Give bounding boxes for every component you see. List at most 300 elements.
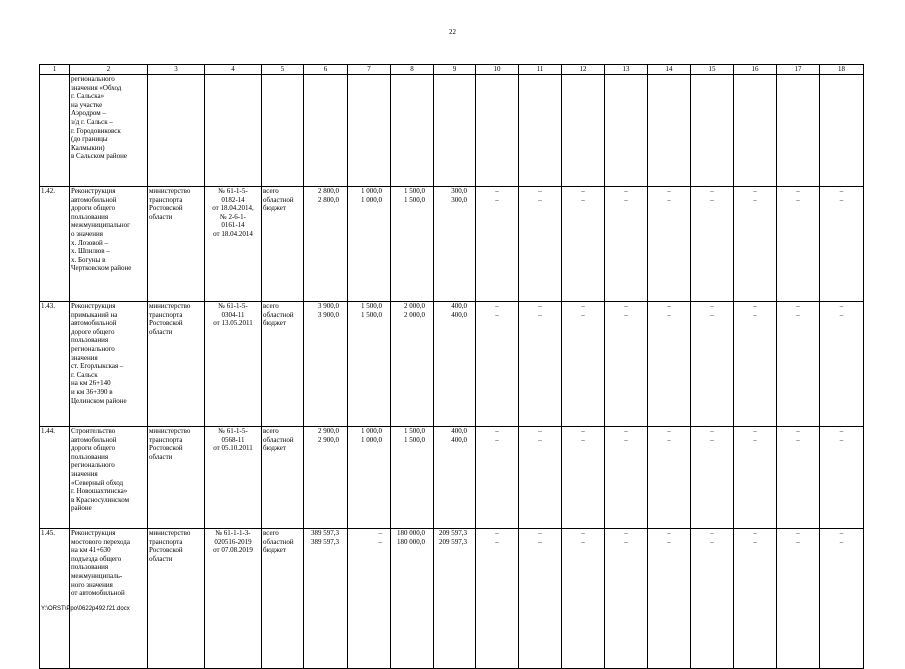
dash-cell-line: – (710, 435, 714, 444)
continuation-name-cell-line: Калмыкии) (71, 143, 105, 152)
amount-cell-c8 (391, 529, 434, 669)
dash-cell-line: – (495, 310, 499, 319)
documents-cell (205, 187, 262, 302)
dash-cell-line: – (581, 187, 585, 195)
event-name-cell-line: регионального (71, 461, 115, 470)
event-name-cell-line: от автомобильной (71, 589, 125, 598)
dash-cell (820, 529, 864, 669)
event-name-cell-line: ного значения (71, 580, 113, 589)
row-number-cell: 1.45. (40, 529, 70, 669)
event-name-cell-line: пользования (71, 563, 109, 572)
funding-source-cell-line: областной (263, 537, 294, 546)
dash-cell-line: – (581, 195, 585, 204)
event-name-cell-line: г. Новошахтинска» (71, 487, 128, 496)
dash-cell-line: – (624, 302, 628, 310)
documents-cell-line: 0304-11 (221, 310, 245, 319)
amount-cell-c7-line: 1 000,0 (361, 195, 382, 204)
dash-cell (777, 302, 820, 427)
documents-cell-line: № 61-1-1-3- (215, 529, 251, 537)
event-name-cell-line: и км 36+390 в (71, 387, 113, 396)
dash-cell-line: – (495, 302, 499, 310)
empty-cell (691, 75, 734, 187)
event-name-cell-line: автомобильной (71, 195, 117, 204)
empty-cell (262, 75, 304, 187)
dash-cell (734, 529, 777, 669)
continuation-name-cell-line: г. Городовиковск (71, 126, 121, 135)
dash-cell (476, 529, 519, 669)
continuation-name-cell-line: на участке (71, 100, 103, 109)
dash-cell (476, 302, 519, 427)
column-number-14: 14 (648, 65, 691, 75)
amount-cell-c9-line: 400,0 (451, 302, 467, 310)
dash-cell (734, 187, 777, 302)
funding-source-cell-line: всего (263, 187, 279, 195)
dash-cell-line: – (538, 537, 542, 546)
amount-cell-c6-line: 389 597,3 (311, 529, 339, 537)
empty-cell (205, 75, 262, 187)
dash-cell-line: – (495, 435, 499, 444)
column-number-1: 1 (40, 65, 70, 75)
empty-cell (820, 75, 864, 187)
funding-source-cell-line: областной (263, 435, 294, 444)
dash-cell-line: – (495, 529, 499, 537)
dash-cell (562, 427, 605, 529)
dash-cell-line: – (839, 537, 844, 546)
amount-cell-c8-line: 180 000,0 (397, 529, 425, 537)
event-name-cell-line: пользования (71, 452, 109, 461)
dash-cell (648, 427, 691, 529)
amount-cell-c6-line: 389 597,3 (311, 537, 339, 546)
column-number-18: 18 (820, 65, 864, 75)
empty-cell (391, 75, 434, 187)
dash-cell-line: – (796, 310, 800, 319)
amount-cell-c7 (348, 187, 391, 302)
dash-cell-line: – (624, 529, 628, 537)
empty-cell (476, 75, 519, 187)
agency-cell-line: области (149, 212, 173, 221)
column-number-17: 17 (777, 65, 820, 75)
dash-cell-line: – (667, 537, 671, 546)
dash-cell-line: – (624, 195, 628, 204)
amount-cell-c6-line: 3 900,0 (318, 302, 339, 310)
file-path-footer: Y:\ORST\Ppo\0622p492.f21.docx (41, 606, 130, 612)
event-name-cell-line: х. Богуны в (71, 255, 106, 264)
column-number-4: 4 (205, 65, 262, 75)
amount-cell-c9-line: 209 597,3 (439, 529, 467, 537)
dash-cell-line: – (710, 187, 714, 195)
dash-cell-line: – (796, 427, 800, 435)
funding-source-cell (262, 427, 304, 529)
dash-cell-line: – (538, 187, 542, 195)
funding-source-cell-line: бюджет (263, 319, 286, 328)
page-number: 22 (449, 28, 456, 36)
agency-cell-line: транспорта (149, 195, 183, 204)
agency-cell (148, 427, 205, 529)
dash-cell (820, 302, 864, 427)
dash-cell-line: – (796, 302, 800, 310)
column-number-8: 8 (391, 65, 434, 75)
event-name-cell-line: районе (71, 504, 92, 513)
dash-cell (519, 187, 562, 302)
event-name-cell-line: «Северный обход (71, 478, 124, 487)
row-number-cell: 1.44. (40, 427, 70, 529)
dash-cell-line: – (581, 529, 585, 537)
dash-cell-line: – (839, 435, 844, 444)
event-name-cell-line: мостового перехода (71, 537, 130, 546)
dash-cell-line: – (581, 537, 585, 546)
agency-cell-line: области (149, 327, 173, 336)
dash-cell (734, 427, 777, 529)
funding-source-cell (262, 187, 304, 302)
amount-cell-c7-line: 1 500,0 (361, 302, 382, 310)
agency-cell-line: Ростовской (149, 546, 183, 555)
event-name-cell-line: Чертковском районе (71, 264, 132, 273)
event-name-cell-line: межмуниципаль- (71, 571, 123, 580)
row-number-cell: 1.43. (40, 302, 70, 427)
amount-cell-c7 (348, 529, 391, 669)
amount-cell-c9 (434, 187, 476, 302)
funding-source-cell-line: всего (263, 302, 279, 310)
column-number-2: 2 (70, 65, 148, 75)
funding-source-cell-line: бюджет (263, 204, 286, 213)
table-row (40, 427, 864, 529)
amount-cell-c6 (304, 302, 348, 427)
agency-cell (148, 302, 205, 427)
dash-cell (519, 302, 562, 427)
event-name-cell-line: Реконструкция (71, 187, 116, 195)
dash-cell-line: – (753, 187, 757, 195)
amount-cell-c9 (434, 302, 476, 427)
event-name-cell-line: регионального (71, 344, 115, 353)
dash-cell (476, 427, 519, 529)
agency-cell (148, 529, 205, 669)
dash-cell-line: – (538, 529, 542, 537)
agency-cell-line: министерство (149, 529, 191, 537)
dash-cell (648, 529, 691, 669)
documents-cell-line: № 61-1-5- (218, 302, 248, 310)
amount-cell-c8-line: 1 500,0 (404, 195, 425, 204)
table-row (40, 187, 864, 302)
dash-cell-line: – (667, 195, 671, 204)
documents-cell (205, 529, 262, 669)
empty-cell (519, 75, 562, 187)
continuation-name-cell-line: Аэродром – (71, 109, 106, 118)
event-name-cell-line: дороги общего (71, 204, 116, 213)
funding-source-cell-line: бюджет (263, 546, 286, 555)
documents-cell-line: от 05.10.2011 (213, 444, 253, 453)
agency-cell-line: Ростовской (149, 204, 183, 213)
dash-cell-line: – (753, 195, 757, 204)
continuation-name-cell-line: г. Сальска» (71, 92, 105, 101)
event-name-cell-line: дороге общего (71, 327, 115, 336)
amount-cell-c9-line: 400,0 (451, 427, 467, 435)
event-name-cell-line: х. Шпилюв – (71, 247, 110, 256)
dash-cell-line: – (538, 427, 542, 435)
dash-cell (476, 187, 519, 302)
dash-cell-line: – (796, 195, 800, 204)
dash-cell-line: – (839, 302, 844, 310)
dash-cell-line: – (667, 302, 671, 310)
table-row (40, 302, 864, 427)
funding-source-cell-line: всего (263, 427, 279, 435)
dash-cell (605, 427, 648, 529)
dash-cell (648, 302, 691, 427)
dash-cell-line: – (796, 537, 800, 546)
column-number-12: 12 (562, 65, 605, 75)
amount-cell-c9-line: 300,0 (451, 187, 467, 195)
dash-cell-line: – (624, 310, 628, 319)
dash-cell (691, 187, 734, 302)
empty-cell (777, 75, 820, 187)
documents-cell-line: от 13.05.2011 (213, 319, 253, 328)
agency-cell-line: Ростовской (149, 444, 183, 453)
agency-cell-line: транспорта (149, 435, 183, 444)
continuation-name-cell-line: (до границы (71, 135, 108, 144)
column-number-7: 7 (348, 65, 391, 75)
agency-cell-line: министерство (149, 187, 191, 195)
event-name-cell-line: г. Сальск (71, 370, 98, 379)
agency-cell-line: министерство (149, 302, 191, 310)
funding-source-cell-line: бюджет (263, 444, 286, 453)
amount-cell-c6 (304, 427, 348, 529)
dash-cell-line: – (581, 435, 585, 444)
empty-cell (734, 75, 777, 187)
dash-cell-line: – (667, 187, 671, 195)
empty-cell (648, 75, 691, 187)
dash-cell (605, 529, 648, 669)
funding-source-cell (262, 529, 304, 669)
dash-cell (777, 529, 820, 669)
dash-cell-line: – (710, 302, 714, 310)
column-number-13: 13 (605, 65, 648, 75)
dash-cell-line: – (581, 310, 585, 319)
empty-cell (348, 75, 391, 187)
dash-cell-line: – (495, 195, 499, 204)
event-name-cell (70, 529, 148, 669)
amount-cell-c9-line: 300,0 (451, 195, 467, 204)
dash-cell-line: – (710, 310, 714, 319)
column-number-3: 3 (148, 65, 205, 75)
dash-cell (820, 187, 864, 302)
event-name-cell (70, 427, 148, 529)
dash-cell-line: – (753, 302, 757, 310)
dash-cell (648, 187, 691, 302)
dash-cell-line: – (667, 310, 671, 319)
amount-cell-c7-line: – (378, 529, 382, 537)
empty-cell (605, 75, 648, 187)
dash-cell-line: – (796, 529, 800, 537)
table-row (40, 529, 864, 669)
event-name-cell-line: Целинском районе (71, 396, 127, 405)
agency-cell-line: области (149, 554, 173, 563)
funding-source-cell-line: всего (263, 529, 279, 537)
table-row-continuation (40, 75, 864, 187)
dash-cell-line: – (667, 435, 671, 444)
amount-cell-c8-line: 1 500,0 (404, 435, 425, 444)
dash-cell (605, 187, 648, 302)
amount-cell-c8-line: 2 000,0 (404, 302, 425, 310)
dash-cell-line: – (581, 427, 585, 435)
dash-cell (691, 302, 734, 427)
event-name-cell-line: значения (71, 469, 98, 478)
amount-cell-c8 (391, 187, 434, 302)
amount-cell-c8-line: 2 000,0 (404, 310, 425, 319)
event-name-cell-line: автомобильной (71, 435, 117, 444)
documents-cell-line: № 61-1-5- (218, 187, 248, 195)
dash-cell-line: – (753, 537, 757, 546)
column-number-11: 11 (519, 65, 562, 75)
dash-cell-line: – (796, 435, 800, 444)
agency-cell-line: транспорта (149, 310, 183, 319)
funding-source-cell-line: областной (263, 195, 294, 204)
continuation-name-cell (70, 75, 148, 187)
dash-cell-line: – (538, 302, 542, 310)
event-name-cell-line: Реконструкция (71, 529, 116, 537)
dash-cell-line: – (839, 310, 844, 319)
dash-cell (562, 187, 605, 302)
dash-cell-line: – (839, 427, 844, 435)
documents-cell-line: от 07.08.2019 (213, 546, 253, 555)
event-name-cell-line: пользования (71, 336, 109, 345)
program-table (39, 64, 864, 669)
dash-cell-line: – (624, 435, 628, 444)
program-table-sheet (39, 64, 843, 600)
amount-cell-c6-line: 2 800,0 (318, 195, 339, 204)
funding-source-cell (262, 302, 304, 427)
dash-cell (691, 427, 734, 529)
column-number-10: 10 (476, 65, 519, 75)
amount-cell-c6-line: 2 900,0 (318, 427, 339, 435)
funding-source-cell-line: областной (263, 310, 294, 319)
dash-cell-line: – (753, 310, 757, 319)
dash-cell (820, 427, 864, 529)
amount-cell-c6 (304, 187, 348, 302)
dash-cell-line: – (624, 187, 628, 195)
documents-cell-line: № 61-1-5- (218, 427, 248, 435)
dash-cell-line: – (624, 427, 628, 435)
amount-cell-c8-line: 1 500,0 (404, 427, 425, 435)
column-number-row (40, 65, 864, 75)
dash-cell-line: – (624, 537, 628, 546)
dash-cell-line: – (581, 302, 585, 310)
documents-cell-line: 020516-2019 (214, 537, 252, 546)
dash-cell-line: – (710, 195, 714, 204)
event-name-cell-line: ст. Егорлыкская – (71, 362, 124, 371)
dash-cell (734, 302, 777, 427)
empty-cell (304, 75, 348, 187)
event-name-cell-line: примыканий на (71, 310, 118, 319)
dash-cell-line: – (495, 427, 499, 435)
agency-cell-line: транспорта (149, 537, 183, 546)
dash-cell-line: – (495, 537, 499, 546)
dash-cell-line: – (538, 310, 542, 319)
dash-cell-line: – (495, 187, 499, 195)
dash-cell (605, 302, 648, 427)
event-name-cell-line: межмуниципальног (71, 221, 131, 230)
dash-cell-line: – (667, 529, 671, 537)
empty-cell (40, 75, 70, 187)
dash-cell-line: – (667, 427, 671, 435)
row-number-cell: 1.42. (40, 187, 70, 302)
dash-cell-line: – (839, 187, 844, 195)
event-name-cell-line: в Красносулинском (71, 495, 129, 504)
event-name-cell-line: на км 26+140 (71, 379, 111, 388)
event-name-cell-line: значения (71, 353, 98, 362)
documents-cell-line: 0182-14 (221, 195, 245, 204)
dash-cell-line: – (796, 187, 800, 195)
agency-cell-line: области (149, 452, 173, 461)
event-name-cell (70, 187, 148, 302)
documents-cell-line: от 18.04.2014, (212, 204, 254, 213)
agency-cell (148, 187, 205, 302)
amount-cell-c6-line: 2 900,0 (318, 435, 339, 444)
amount-cell-c9 (434, 427, 476, 529)
amount-cell-c7-line: 1 500,0 (361, 310, 382, 319)
amount-cell-c7-line: 1 000,0 (361, 427, 382, 435)
amount-cell-c8-line: 1 500,0 (404, 187, 425, 195)
event-name-cell-line: пользования (71, 212, 109, 221)
dash-cell-line: – (710, 529, 714, 537)
amount-cell-c8 (391, 427, 434, 529)
column-number-9: 9 (434, 65, 476, 75)
amount-cell-c8 (391, 302, 434, 427)
column-number-6: 6 (304, 65, 348, 75)
agency-cell-line: Ростовской (149, 319, 183, 328)
amount-cell-c9-line: 400,0 (451, 310, 467, 319)
dash-cell-line: – (753, 427, 757, 435)
amount-cell-c9-line: 209 597,3 (439, 537, 467, 546)
amount-cell-c9-line: 400,0 (451, 435, 467, 444)
dash-cell (691, 529, 734, 669)
dash-cell-line: – (710, 427, 714, 435)
continuation-name-cell-line: в Сальском районе (71, 152, 127, 161)
amount-cell-c7-line: 1 000,0 (361, 187, 382, 195)
event-name-cell-line: автомобильной (71, 319, 117, 328)
dash-cell-line: – (710, 537, 714, 546)
event-name-cell-line: х. Лозовой – (71, 238, 109, 247)
continuation-name-cell-line: регионального (71, 75, 115, 83)
dash-cell (562, 529, 605, 669)
table-body (40, 75, 864, 669)
amount-cell-c8-line: 180 000,0 (397, 537, 425, 546)
continuation-name-cell-line: з/д г. Сальск – (71, 117, 113, 126)
dash-cell-line: – (538, 195, 542, 204)
event-name-cell-line: подъезда общего (71, 554, 122, 563)
event-name-cell-line: на км 41+630 (71, 546, 111, 555)
amount-cell-c6 (304, 529, 348, 669)
dash-cell-line: – (538, 435, 542, 444)
dash-cell (519, 529, 562, 669)
continuation-name-cell-line: значения «Обход (71, 83, 122, 92)
dash-cell-line: – (839, 529, 844, 537)
documents-cell-line: от 18.04.2014 (213, 229, 253, 238)
dash-cell (777, 187, 820, 302)
column-number-16: 16 (734, 65, 777, 75)
amount-cell-c7-line: – (378, 537, 382, 546)
amount-cell-c9 (434, 529, 476, 669)
event-name-cell-line: Реконструкция (71, 302, 116, 310)
agency-cell-line: министерство (149, 427, 191, 435)
documents-cell-line: 0568-11 (221, 435, 245, 444)
amount-cell-c6-line: 2 800,0 (318, 187, 339, 195)
event-name-cell (70, 302, 148, 427)
dash-cell (519, 427, 562, 529)
empty-cell (434, 75, 476, 187)
dash-cell-line: – (753, 529, 757, 537)
amount-cell-c7 (348, 427, 391, 529)
dash-cell-line: – (839, 195, 844, 204)
documents-cell (205, 302, 262, 427)
